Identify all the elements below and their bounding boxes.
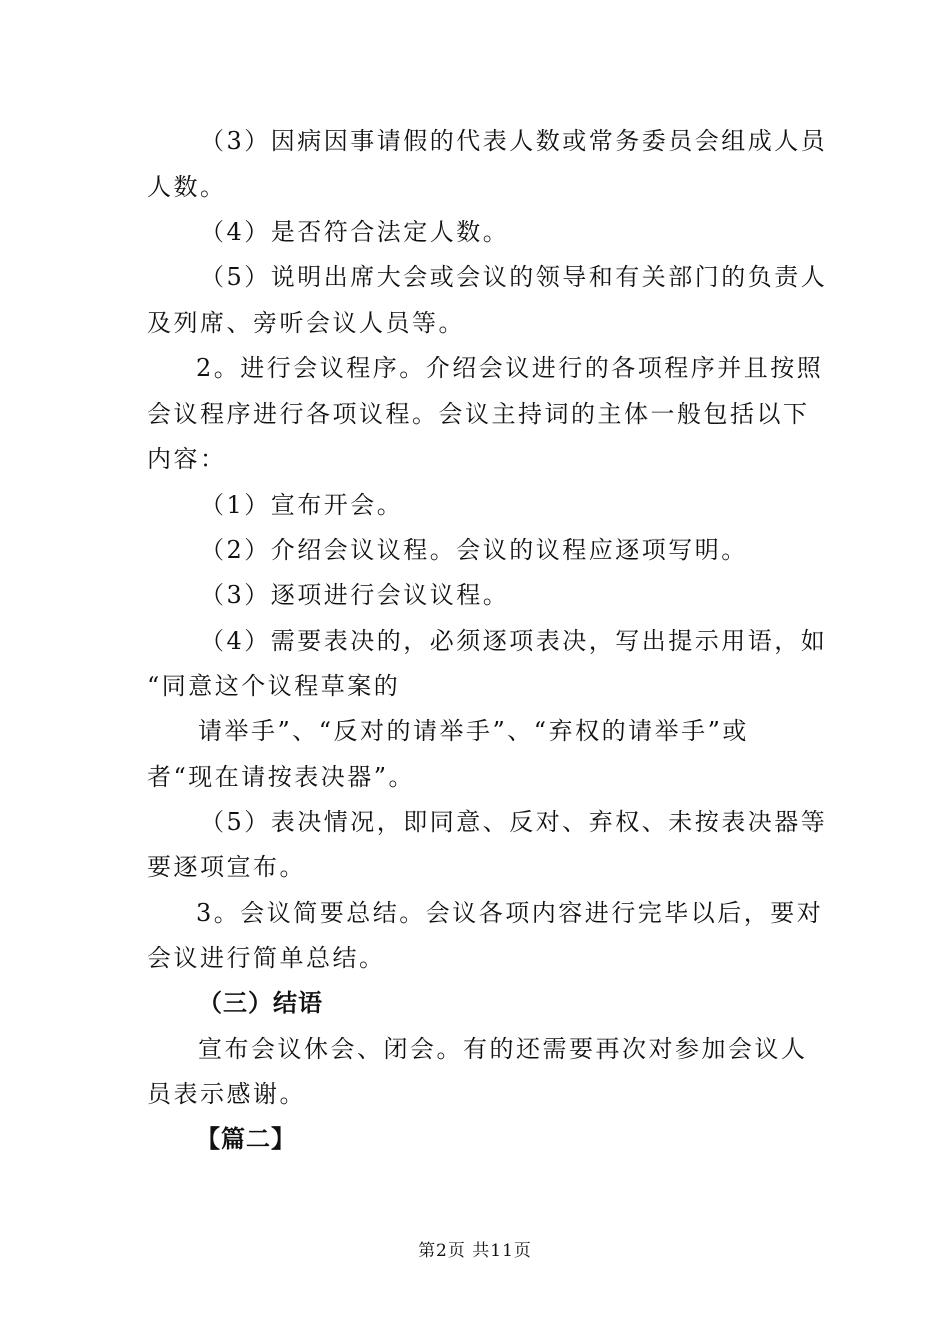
text-line: 2。进行会议程序。介绍会议进行的各项程序并且按照 (196, 354, 824, 382)
text-line: （3）逐项进行会议议程。 (200, 581, 510, 609)
part-heading: 【篇二】 (196, 1125, 296, 1153)
text-line: 请举手”、“反对的请举手”、“弃权的请举手”或 (198, 717, 749, 745)
text-line: 要逐项宣布。 (147, 853, 306, 881)
text-line: “同意这个议程草案的 (147, 672, 401, 700)
text-line: 人数。 (147, 173, 227, 201)
text-line: 者“现在请按表决器”。 (147, 763, 416, 791)
text-line: （5）说明出席大会或会议的领导和有关部门的负责人 (200, 263, 828, 291)
text-line: 及列席、旁听会议人员等。 (147, 309, 465, 337)
text-line: （1）宣布开会。 (200, 491, 404, 519)
page-footer: 第2页 共11页 (418, 1241, 532, 1261)
text-line: （5）表决情况，即同意、反对、弃权、未按表决器等 (200, 808, 828, 836)
text-line: （4）是否符合法定人数。 (200, 218, 510, 246)
text-line: （3）因病因事请假的代表人数或常务委员会组成人员 (200, 127, 828, 155)
text-line: 会议程序进行各项议程。会议主持词的主体一般包括以下 (147, 400, 810, 428)
text-line: （2）介绍会议议程。会议的议程应逐项写明。 (200, 536, 748, 564)
text-line: 内容： (147, 445, 227, 473)
text-line: （4）需要表决的，必须逐项表决，写出提示用语，如 (200, 627, 828, 655)
text-line: 会议进行简单总结。 (147, 944, 386, 972)
section-heading: （三）结语 (198, 989, 323, 1017)
text-line: 3。会议简要总结。会议各项内容进行完毕以后，要对 (196, 899, 824, 927)
text-line: 宣布会议休会、闭会。有的还需要再次对参加会议人 (198, 1035, 808, 1063)
text-line: 员表示感谢。 (147, 1080, 306, 1108)
